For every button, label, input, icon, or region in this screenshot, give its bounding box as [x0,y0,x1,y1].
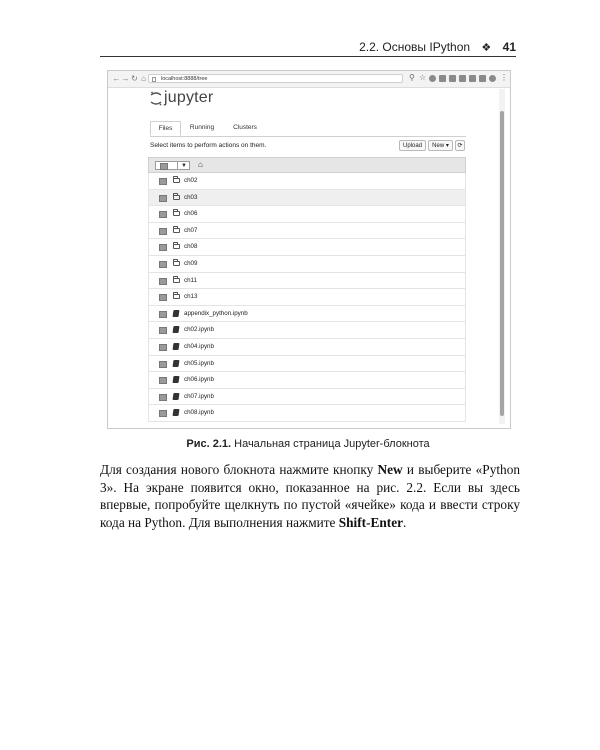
url-text: localhost:8888/tree [161,76,208,82]
item-name-link[interactable]: ch07.ipynb [184,392,214,400]
folder-icon [173,261,180,266]
row-checkbox[interactable] [159,394,167,401]
item-name-link[interactable]: ch02 [184,177,198,184]
notebook-icon [173,326,180,333]
caption-text: Начальная страница Jupyter-блокнота [234,438,430,450]
row-checkbox[interactable] [159,244,167,251]
upload-button[interactable]: Upload [399,140,426,151]
back-arrow-icon[interactable]: ← [112,74,121,83]
divider [177,162,178,169]
row-checkbox[interactable] [159,294,167,301]
row-checkbox[interactable] [159,211,167,218]
item-name-link[interactable]: ch08 [184,243,198,251]
row-checkbox[interactable] [159,278,167,285]
list-item[interactable] [148,173,466,190]
item-name-link[interactable]: ch11 [184,276,197,284]
tab-files[interactable]: Files [150,121,181,136]
browser-address-bar [108,71,510,88]
shift-enter-keyword: Shift-Enter [338,515,404,531]
caption-label: Рис. 2.1. [186,438,232,450]
page-icon [152,77,156,82]
item-name-link[interactable]: ch02.ipynb [184,326,214,334]
row-checkbox[interactable] [159,361,167,368]
extension-icon[interactable] [469,75,476,82]
refresh-icon: ⟳ [457,143,463,149]
body-paragraph [100,461,520,532]
search-icon[interactable]: ⚲ [409,73,415,82]
list-item[interactable] [148,206,466,223]
paragraph-text: . [403,515,407,531]
item-name-link[interactable]: ch07 [184,226,198,234]
row-checkbox[interactable] [159,327,167,334]
list-item[interactable] [148,339,466,356]
folder-icon [173,278,180,283]
list-item[interactable] [148,372,466,389]
tab-bar [150,121,466,137]
folder-icon [173,195,180,200]
list-item[interactable] [148,322,466,339]
item-name-link[interactable]: ch04.ipynb [184,342,214,350]
url-field[interactable] [148,74,403,83]
file-list [148,173,466,422]
list-item[interactable] [148,356,466,373]
refresh-button[interactable] [455,140,465,151]
separator-ornament: ❖ [481,42,492,54]
item-name-link[interactable]: ch09 [184,259,198,267]
notebook-icon [173,376,180,383]
list-item[interactable] [148,389,466,406]
star-icon[interactable]: ☆ [419,73,427,82]
chevron-down-icon[interactable]: ▼ [181,163,187,169]
new-keyword: New [377,462,403,477]
running-header [100,40,516,56]
jupyter-logo-icon [150,91,162,106]
notebook-icon [173,310,180,317]
home-icon[interactable]: ⌂ [198,160,203,169]
item-name-link[interactable]: ch03 [184,193,198,201]
select-all-checkbox[interactable] [160,163,168,170]
list-item[interactable] [148,289,466,306]
extension-icon[interactable] [489,75,496,82]
tab-running[interactable]: Running [189,124,215,131]
item-name-link[interactable]: ch06.ipynb [184,376,214,384]
home-icon[interactable]: ⌂ [141,74,146,83]
row-checkbox[interactable] [159,377,167,384]
notebook-icon [173,343,180,350]
page-number: 41 [502,40,516,54]
menu-dots-icon[interactable]: ⋮ [500,73,508,82]
notebook-icon [173,409,180,416]
figure-caption [0,438,600,450]
list-item[interactable] [148,306,466,323]
cast-icon[interactable] [479,75,486,82]
tab-clusters[interactable]: Clusters [233,124,257,131]
folder-icon [173,178,180,183]
item-name-link[interactable]: ch06 [184,210,198,218]
row-checkbox[interactable] [159,228,167,235]
item-name-link[interactable]: ch08.ipynb [184,409,214,417]
extension-icon[interactable] [459,75,466,82]
notebook-icon [173,360,180,367]
folder-icon [173,211,180,216]
row-checkbox[interactable] [159,195,167,202]
jupyter-logo-text: jupyter [164,89,214,106]
list-item[interactable] [148,256,466,273]
file-list-header [148,157,466,173]
scrollbar-thumb[interactable] [500,111,504,416]
selection-hint: Select items to perform actions on them. [150,142,267,149]
row-checkbox[interactable] [159,344,167,351]
reload-icon[interactable]: ↻ [131,74,138,83]
extension-icon[interactable] [439,75,446,82]
extension-icon[interactable] [429,75,436,82]
folder-icon [173,228,180,233]
paragraph-text: Для создания нового блокнота нажмите кнопку [100,462,378,477]
header-rule [100,56,516,57]
item-name-link[interactable]: ch13 [184,293,198,301]
notebook-icon [173,393,180,400]
new-button[interactable]: New ▾ [428,140,453,151]
forward-arrow-icon[interactable]: → [121,74,130,83]
figure-screenshot [107,70,511,429]
list-item[interactable] [148,405,466,422]
folder-icon [173,244,180,249]
item-name-link[interactable]: ch05.ipynb [184,359,214,367]
select-all-dropdown[interactable] [155,161,190,170]
list-item[interactable] [148,239,466,256]
list-item[interactable] [148,223,466,240]
row-checkbox[interactable] [159,311,167,318]
list-item[interactable] [148,273,466,290]
folder-icon [173,294,180,299]
row-checkbox[interactable] [159,410,167,417]
list-item[interactable] [148,190,466,207]
row-checkbox[interactable] [159,261,167,268]
section-title: 2.2. Основы IPython [359,40,471,54]
item-name-link[interactable]: appendix_python.ipynb [184,309,248,317]
paragraph-text: и выберите «Python 3». На экране появится окно, показанное на рис. 2.2. Если вы здесь впервые, попробуйте щелкнуть по пустой «ячейке» кода и ввести строку кода на Python. Для выполнения нажмите [100,462,520,531]
extension-icon[interactable] [449,75,456,82]
row-checkbox[interactable] [159,178,167,185]
